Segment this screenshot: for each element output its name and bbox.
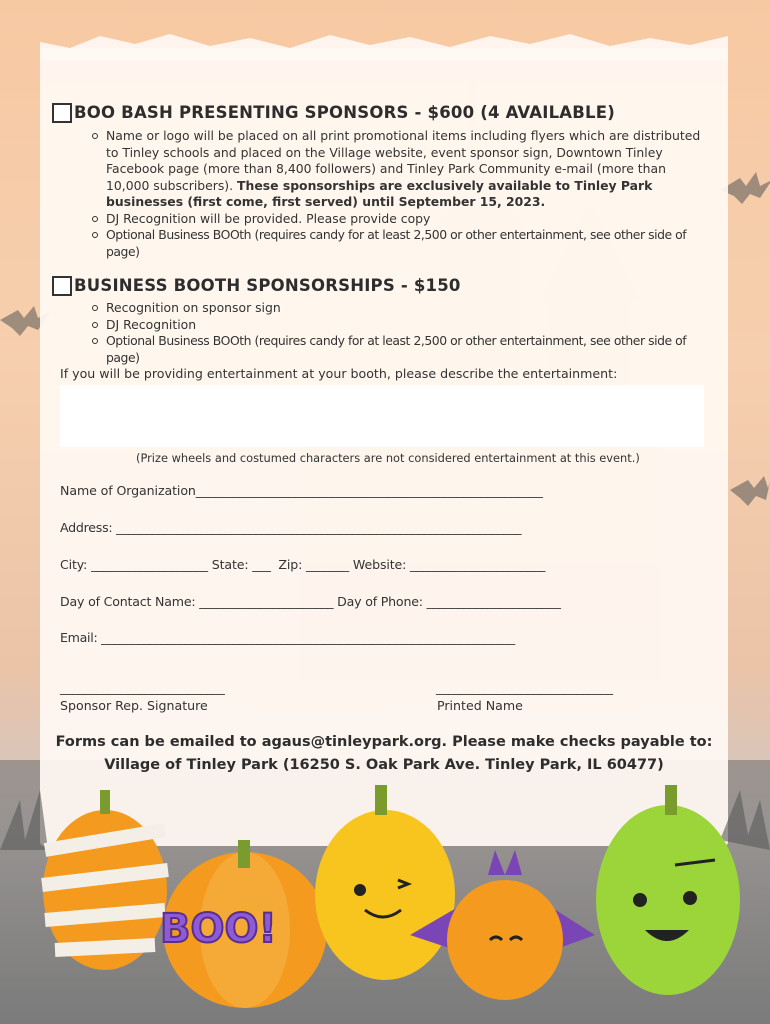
booth-benefits-list xyxy=(88,300,708,366)
entertainment-note: (Prize wheels and costumed characters are not considered entertainment at this event.) xyxy=(136,451,640,465)
presenting-sponsor-checkbox[interactable] xyxy=(52,103,72,123)
entertainment-description-field[interactable] xyxy=(60,385,704,447)
signature-line[interactable]: ___________________________ xyxy=(60,680,225,695)
booth-sponsor-checkbox[interactable] xyxy=(52,276,72,296)
organization-name-field[interactable]: Name of Organization________________________________________________________ xyxy=(60,483,543,498)
contact-phone-fields[interactable]: Day of Contact Name: ______________________ Day of Phone: ______________________ xyxy=(60,594,561,609)
presenting-sponsor-heading xyxy=(52,103,615,123)
list-item xyxy=(88,227,708,260)
booth-sponsor-heading xyxy=(52,276,461,296)
footer-instructions: Forms can be emailed to agaus@tinleypark.org. Please make checks payable to: xyxy=(55,734,713,750)
halloween-pumpkins-illustration xyxy=(0,780,770,1024)
footer-address: Village of Tinley Park (16250 S. Oak Park Ave. Tinley Park, IL 60477) xyxy=(104,757,664,773)
presenting-benefits-list xyxy=(88,128,708,260)
address-field[interactable]: Address: ___________________________________________________________________ xyxy=(60,520,522,535)
booth-bullet-1: Recognition on sponsor sign xyxy=(106,300,281,315)
presenting-bullet-1-bold: These sponsorships are exclusively available to Tinley Park businesses (first come, first served) until September 15, 2023. xyxy=(106,177,653,209)
list-item xyxy=(88,300,708,317)
printed-name-label: Printed Name xyxy=(437,698,523,713)
booth-title: BUSINESS BOOTH SPONSORSHIPS - $150 xyxy=(74,276,461,295)
presenting-bullet-1: Name or logo will be placed on all print promotional items including flyers which are distributed to Tinley schools and placed on the Village website, event sponsor sign, Downtown Tinley Facebook page (more than 8,400 followers) and Tinley Park Community e-mail (more than 10,000 subscribers). xyxy=(106,128,701,193)
list-item xyxy=(88,128,708,211)
entertainment-prompt: If you will be providing entertainment at your booth, please describe the entertainment: xyxy=(60,366,618,381)
list-item xyxy=(88,333,708,366)
booth-bullet-3: Optional Business BOOth (requires candy for at least 2,500 or other entertainment, see other side of page) xyxy=(106,333,687,365)
printed-name-line[interactable]: _____________________________ xyxy=(436,680,613,695)
boo-pumpkin-icon xyxy=(160,840,327,1008)
booth-bullet-2: DJ Recognition xyxy=(106,316,197,332)
list-item xyxy=(88,211,708,228)
presenting-title: BOO BASH PRESENTING SPONSORS - $600 (4 AVAILABLE) xyxy=(74,103,615,122)
green-pumpkin-icon xyxy=(596,785,740,995)
presenting-bullet-3: Optional Business BOOth (requires candy for at least 2,500 or other entertainment, see other side of page) xyxy=(106,227,687,259)
vampire-pumpkin-icon xyxy=(315,785,470,980)
boo-text: BOO! xyxy=(160,906,277,952)
list-item xyxy=(88,317,708,334)
email-field[interactable]: Email: _____________________________________________________________________ xyxy=(60,630,515,645)
presenting-bullet-2: DJ Recognition will be provided. Please provide copy xyxy=(106,210,431,226)
signature-label: Sponsor Rep. Signature xyxy=(60,698,208,713)
city-state-zip-website-fields[interactable]: City: ___________________ State: ___ Zip: _______ Website: ______________________ xyxy=(60,557,546,572)
mummy-pumpkin-icon xyxy=(42,790,168,970)
